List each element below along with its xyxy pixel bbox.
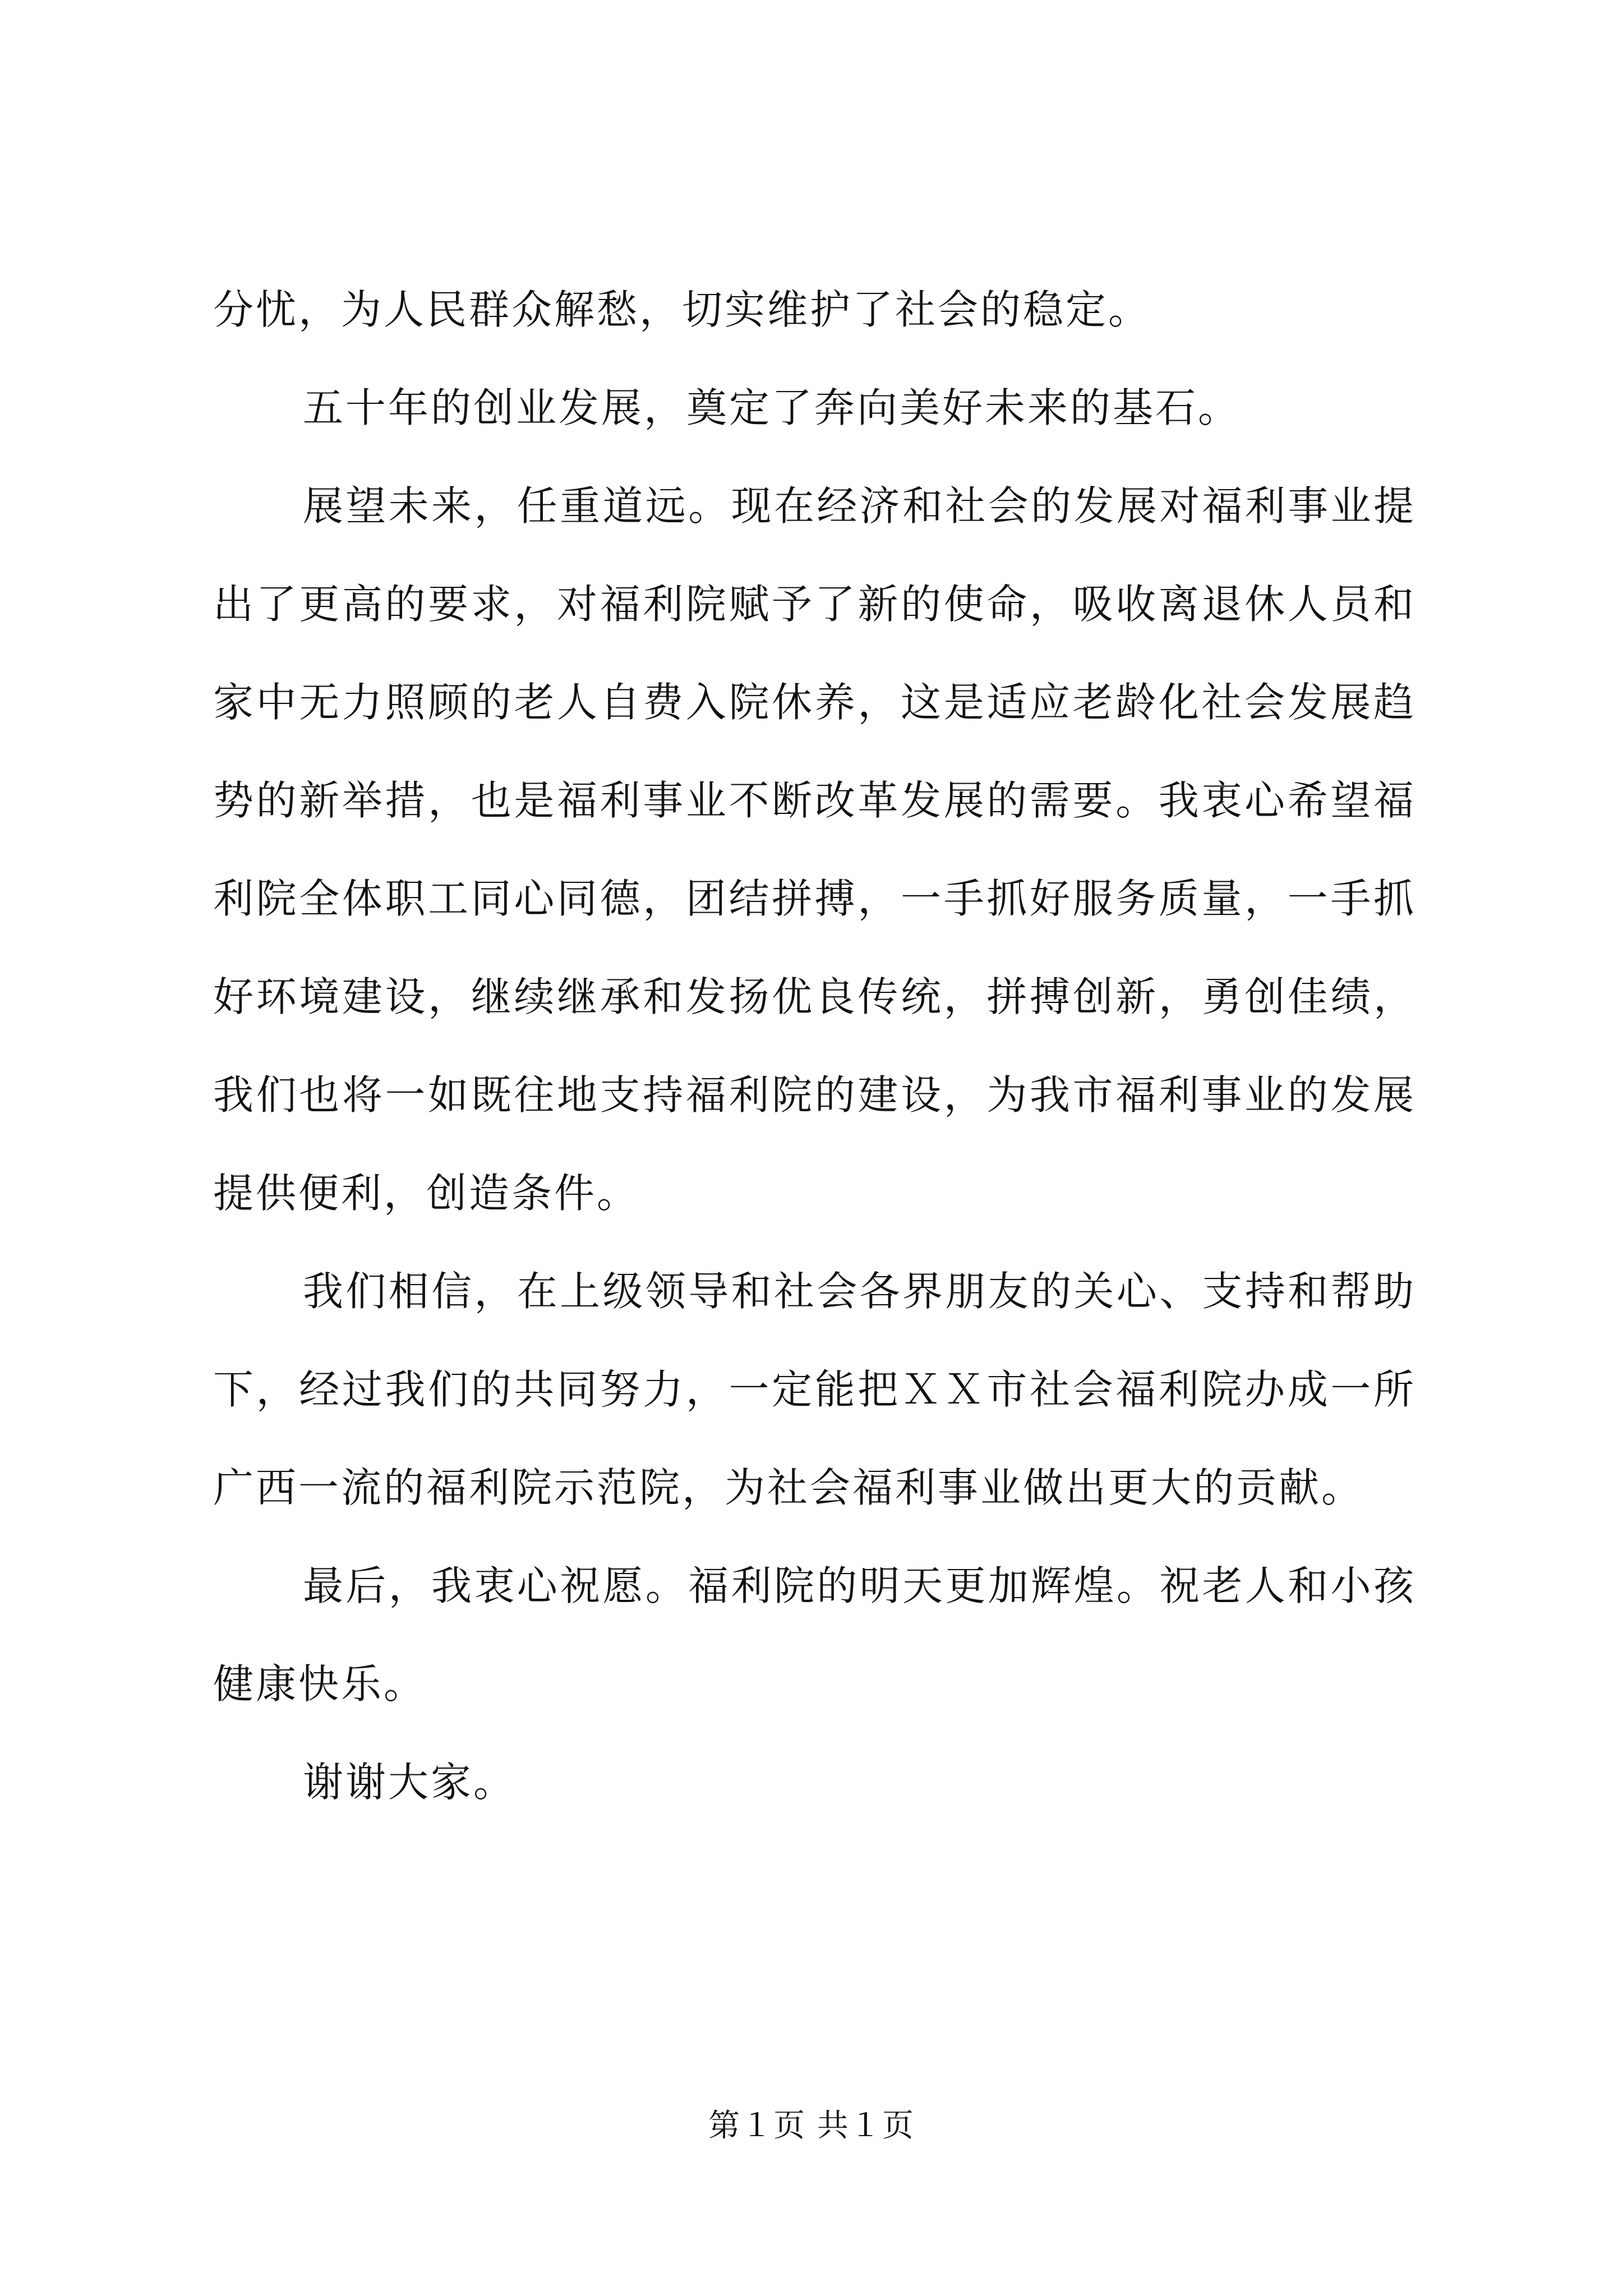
paragraph: 展望未来，任重道远。现在经济和社会的发展对福利事业提出了更高的要求，对福利院赋予了新的使命，吸收离退休人员和家中无力照顾的老人自费入院休养，这是适应老龄化社会发展趋势的新举措，也是福利事业不断改革发展的需要。我衷心希望福利院全体职工同心同德，团结拼搏，一手抓好服务质量，一手抓好环境建设，继续继承和发扬优良传统，拼搏创新，勇创佳绩，我们也将一如既往地支持福利院的建设，为我市福利事业的发展提供便利，创造条件。 bbox=[213, 482, 1416, 1217]
document-body bbox=[213, 261, 1416, 1832]
paragraph: 谢谢大家。 bbox=[303, 1759, 517, 1806]
paragraph: 我们相信，在上级领导和社会各界朋友的关心、支持和帮助下，经过我们的共同努力，一定能把ＸＸ市社会福利院办成一所广西一流的福利院示范院，为社会福利事业做出更大的贡献。 bbox=[213, 1268, 1416, 1511]
page-number-footer: 第１页 共１页 bbox=[708, 2108, 915, 2144]
paragraph: 最后，我衷心祝愿。福利院的明天更加辉煌。祝老人和小孩健康快乐。 bbox=[213, 1562, 1416, 1708]
paragraph: 五十年的创业发展，奠定了奔向美好未来的基石。 bbox=[303, 384, 1241, 431]
paragraph: 分忧，为人民群众解愁，切实维护了社会的稳定。 bbox=[213, 286, 1151, 333]
